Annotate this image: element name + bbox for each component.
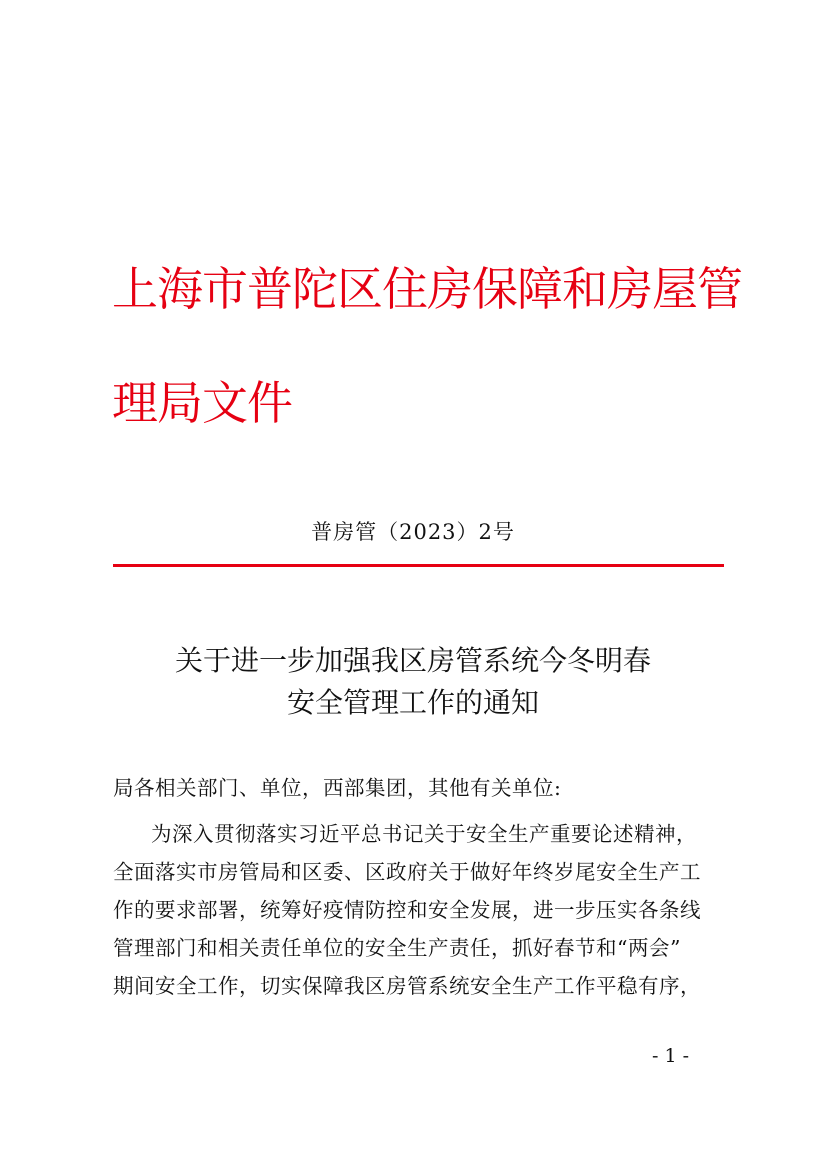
document-number: 普房管（2023）2号: [311, 520, 515, 544]
body-line: 作的要求部署，统筹好疫情防控和安全发展，进一步压实各条线: [113, 898, 701, 922]
page-number: - 1 -: [652, 1045, 690, 1067]
body-line: 全面落实市房管局和区委、区政府关于做好年终岁尾安全生产工: [113, 860, 701, 884]
body-line: 为深入贯彻落实习近平总书记关于安全生产重要论述精神，: [151, 822, 697, 846]
body-paragraph: [113, 815, 733, 1005]
notice-title-line-2: 安全管理工作的通知: [286, 686, 539, 719]
red-divider-line: [113, 564, 724, 567]
document-header-title: 上海市普陀区住房保障和房屋管理局文件: [112, 262, 742, 430]
notice-title-line-1: 关于进一步加强我区房管系统今冬明春: [174, 644, 651, 677]
notice-title: [0, 640, 826, 724]
body-line: 管理部门和相关责任单位的安全生产责任，抓好春节和“两会”: [113, 936, 681, 960]
body-line: 期间安全工作，切实保障我区房管系统安全生产工作平稳有序，: [113, 974, 701, 998]
addressee-line: 局各相关部门、单位，西部集团，其他有关单位:: [113, 776, 562, 800]
